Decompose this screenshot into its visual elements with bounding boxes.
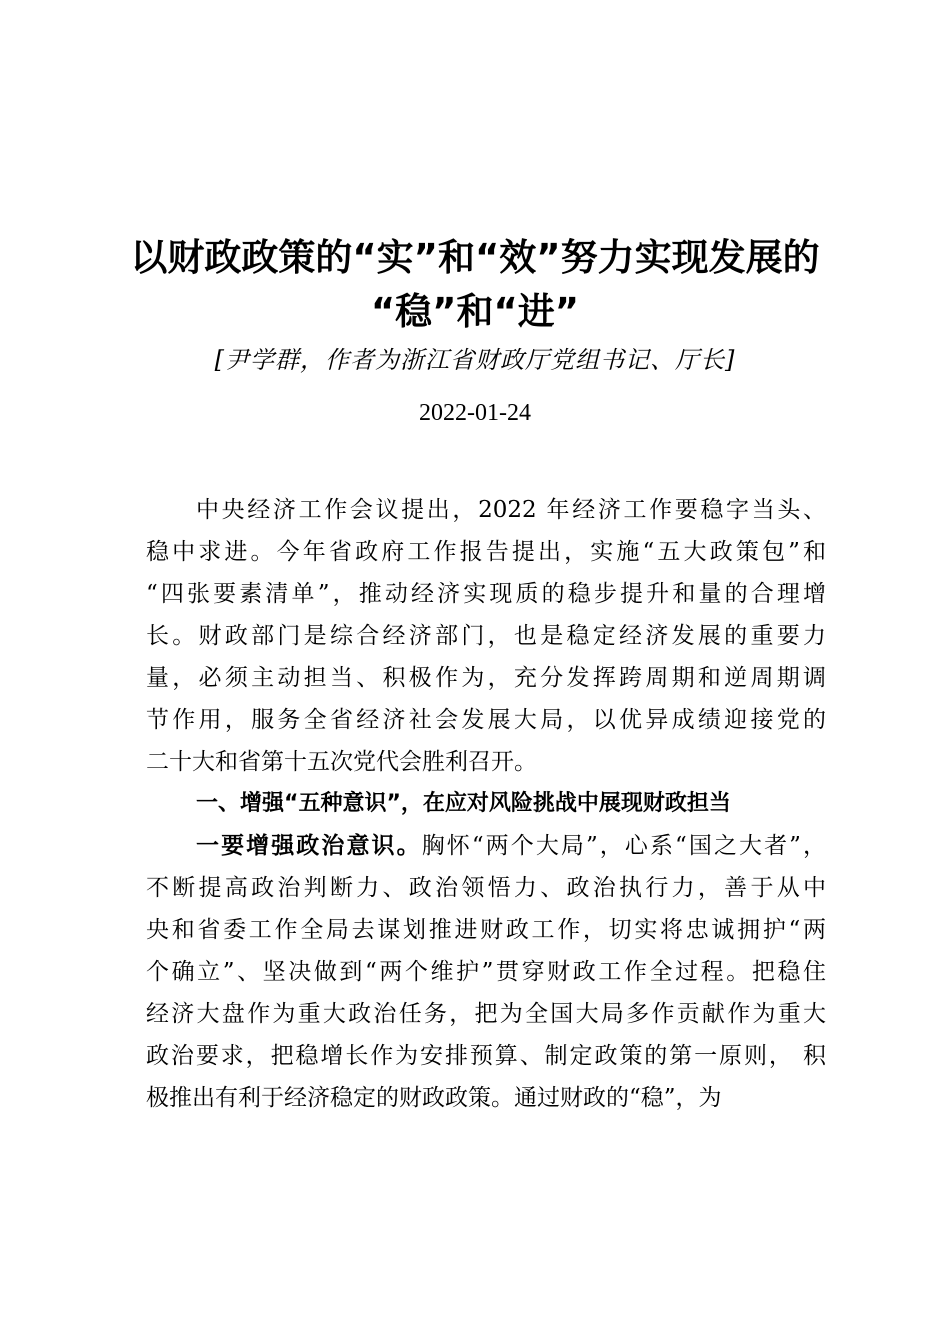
paragraph-1-line-2: 稳中求进。今年省政府工作报告提出，实施“五大政策包”和 <box>146 539 826 565</box>
paragraph-1-line-5: 量，必须主动担当、积极作为，充分发挥跨周期和逆周期调 <box>146 665 826 691</box>
paragraph-2-line-3: 央和省委工作全局去谋划推进财政工作，切实将忠诚拥护“两 <box>146 917 826 943</box>
article-title-line-1: 以财政政策的“实”和“效”努力实现发展的 <box>130 236 820 279</box>
paragraph-2-line-7: 极推出有利于经济稳定的财政政策。通过财政的“稳”，为 <box>146 1085 722 1111</box>
paragraph-2-line-1-rest: 胸怀“两个大局”，心系“国之大者”， <box>421 833 826 859</box>
section-1-heading: 一、增强“五种意识”，在应对风险挑战中展现财政担当 <box>196 791 731 816</box>
article-date: 2022-01-24 <box>419 400 531 426</box>
paragraph-1-line-3: “四张要素清单”，推动经济实现质的稳步提升和量的合理增 <box>146 581 826 607</box>
paragraph-2-lead: 一要增强政治意识。 <box>196 833 422 859</box>
paragraph-1-line-7: 二十大和省第十五次党代会胜利召开。 <box>146 749 537 775</box>
paragraph-2-line-2: 不断提高政治判断力、政治领悟力、政治执行力，善于从中 <box>146 875 826 901</box>
paragraph-2-line-5: 经济大盘作为重大政治任务，把为全国大局多作贡献作为重大 <box>146 1001 826 1027</box>
paragraph-1-line-4: 长。财政部门是综合经济部门，也是稳定经济发展的重要力 <box>146 623 826 649</box>
paragraph-1-line-6: 节作用，服务全省经济社会发展大局，以优异成绩迎接党的 <box>146 707 826 733</box>
article-title-line-2: “稳”和“进” <box>370 290 580 333</box>
paragraph-2-line-6: 政治要求，把稳增长作为安排预算、制定政策的第一原则， 积 <box>146 1043 826 1069</box>
paragraph-2-line-4: 个确立”、坚决做到“两个维护”贯穿财政工作全过程。把稳住 <box>146 959 826 985</box>
paragraph-1-line-1: 中央经济工作会议提出，2022 年经济工作要稳字当头、 <box>196 497 826 523</box>
article-byline: [尹学群，作者为浙江省财政厅党组书记、厅长] <box>214 346 736 374</box>
paragraph-2-line-1 <box>196 826 826 866</box>
